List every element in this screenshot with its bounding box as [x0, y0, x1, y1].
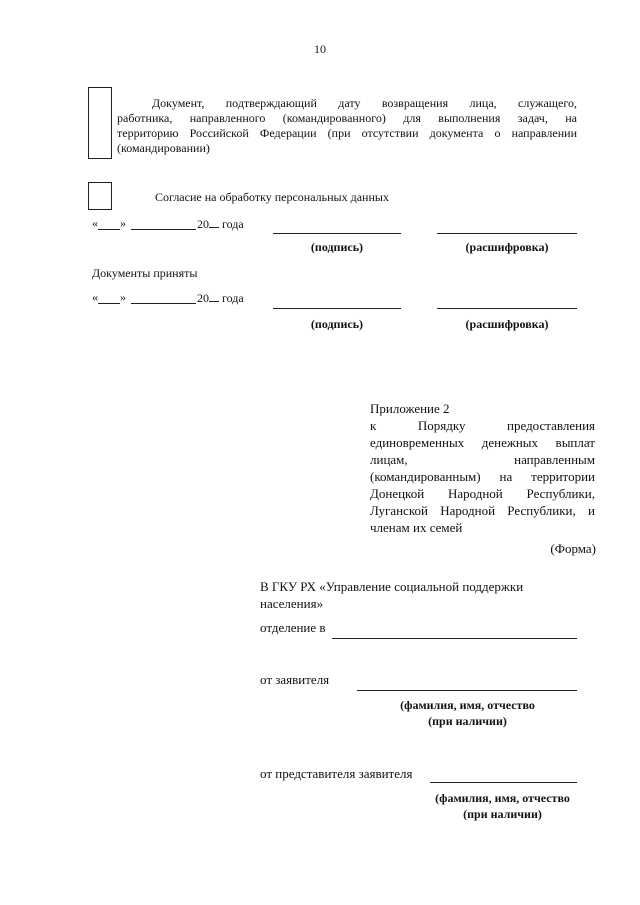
decoding-line-2[interactable]: [437, 308, 577, 309]
quote-close-1: »: [120, 216, 126, 230]
form-label: (Форма): [550, 541, 596, 556]
day-line-1[interactable]: [98, 229, 120, 230]
signature-line-1[interactable]: [273, 233, 401, 234]
appendix-title: Приложение 2: [370, 401, 450, 416]
appendix-line: единовременных денежных выплат: [370, 435, 595, 450]
month-line-1[interactable]: [131, 229, 196, 230]
date-field-1: «: [92, 216, 98, 230]
signature-line-2[interactable]: [273, 308, 401, 309]
addressee-line-1: В ГКУ РХ «Управление социальной поддержки: [260, 579, 524, 594]
month-line-2[interactable]: [131, 303, 196, 304]
year-2: 20 года: [197, 291, 244, 305]
appendix-line: лицам, направленным: [370, 452, 595, 467]
day-line-2[interactable]: [98, 303, 120, 304]
department-label: отделение в: [260, 620, 326, 635]
appendix-block: [370, 400, 595, 536]
consent-checkbox[interactable]: [88, 182, 112, 210]
representative-hint: (фамилия, имя, отчество (при наличии): [435, 791, 570, 821]
representative-label: от представителя заявителя: [260, 766, 413, 781]
document-checkbox[interactable]: [88, 87, 112, 159]
date-field-2: «: [92, 290, 98, 304]
signature-caption-2: (подпись): [310, 317, 364, 331]
decoding-caption-2: (расшифровка): [465, 317, 549, 331]
documents-accepted-label: Документы приняты: [92, 266, 198, 280]
appendix-line: членам их семей: [370, 520, 463, 535]
applicant-line[interactable]: [357, 690, 577, 691]
department-line[interactable]: [332, 638, 577, 639]
appendix-line: (командированным) на территории: [370, 469, 595, 484]
appendix-line: Луганской Народной Республики, и: [370, 503, 595, 518]
addressee-line-2: населения»: [260, 596, 324, 611]
quote-close-2: »: [120, 290, 126, 304]
applicant-hint: (фамилия, имя, отчество (при наличии): [400, 698, 535, 728]
year-1: 20 года: [197, 217, 244, 231]
signature-caption-1: (подпись): [310, 240, 364, 254]
appendix-line: Донецкой Народной Республики,: [370, 486, 595, 501]
decoding-caption-1: (расшифровка): [465, 240, 549, 254]
page-number: 10: [314, 42, 326, 56]
representative-line[interactable]: [430, 782, 577, 783]
document-item-text: Документ, подтверждающий дату возвращения лица, служащего, работника, направленного (командированного) для выполнения задач, на территорию Российской Федерации (при отсутствии документа о направлении (командировании): [117, 96, 577, 155]
applicant-label: от заявителя: [260, 672, 330, 687]
consent-label: Согласие на обработку персональных данных: [155, 190, 389, 204]
appendix-line: к Порядку предоставления: [370, 418, 595, 433]
decoding-line-1[interactable]: [437, 233, 577, 234]
addressee-block: [260, 578, 523, 612]
